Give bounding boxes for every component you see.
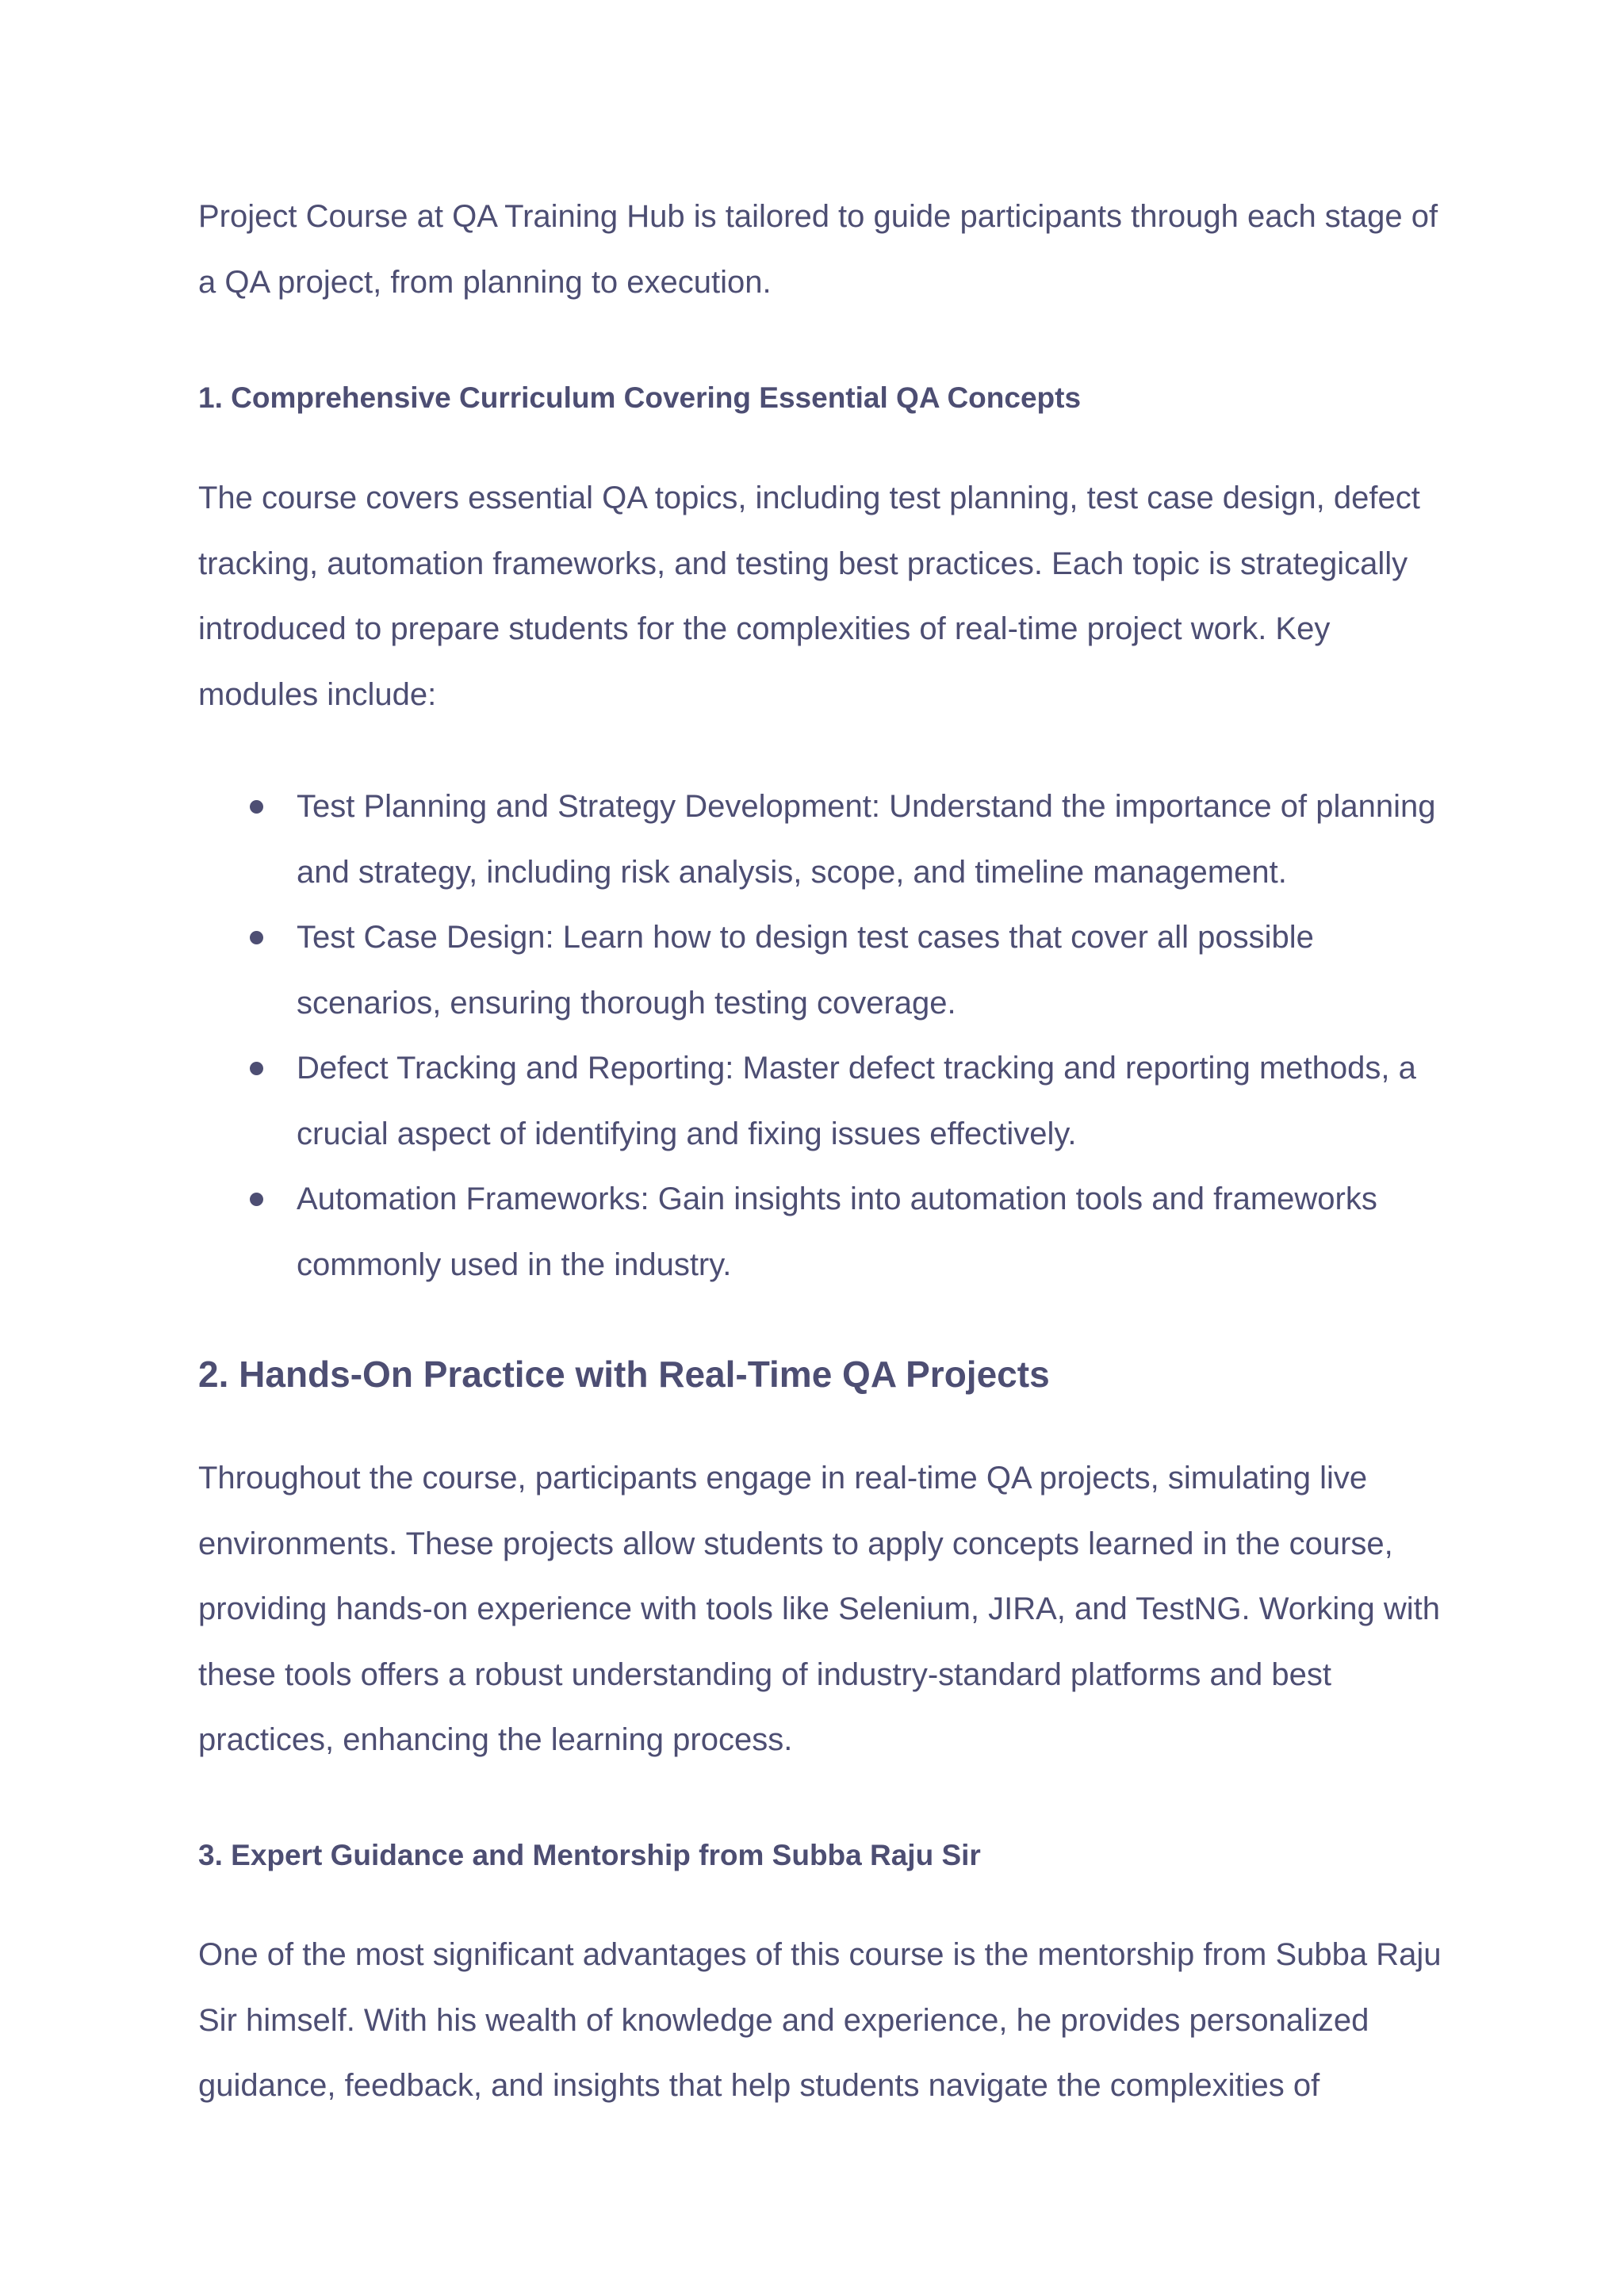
text-line: and strategy, including risk analysis, scope, and timeline management. [297, 854, 1287, 890]
text-line: Throughout the course, participants engage in real-time QA projects, simulating live [198, 1461, 1368, 1496]
section-3-heading: 3. Expert Guidance and Mentorship from Subba Raju Sir [198, 1839, 981, 1871]
text-line: Defect Tracking and Reporting: Master defect tracking and reporting methods, a [297, 1051, 1416, 1086]
text-line: modules include: [198, 676, 437, 712]
text-line: Project Course at QA Training Hub is tailored to guide participants through each stage of [198, 199, 1438, 234]
text-line: tracking, automation frameworks, and testing best practices. Each topic is strategically [198, 546, 1408, 581]
list-item [198, 1166, 1435, 1297]
text-line: One of the most significant advantages of this course is the mentorship from Subba Raju [198, 1937, 1442, 1972]
text-line: The course covers essential QA topics, including test planning, test case design, defect [198, 481, 1420, 515]
text-line: commonly used in the industry. [297, 1247, 732, 1282]
bullet-icon [250, 800, 263, 814]
text-line: guidance, feedback, and insights that help students navigate the complexities of [198, 2068, 1320, 2103]
bullet-icon [250, 1193, 263, 1206]
text-line: crucial aspect of identifying and fixing issues effectively. [297, 1116, 1077, 1151]
section-2-heading: 2. Hands-On Practice with Real-Time QA Projects [198, 1354, 1050, 1395]
list-item [198, 1036, 1435, 1166]
list-item [198, 774, 1435, 905]
bullet-icon [250, 931, 263, 944]
list-item [198, 905, 1435, 1036]
text-line: providing hands-on experience with tools like Selenium, JIRA, and TestNG. Working with [198, 1591, 1440, 1626]
text-line: a QA project, from planning to execution. [198, 264, 772, 300]
text-line: environments. These projects allow students to apply concepts learned in the course, [198, 1526, 1393, 1561]
text-line: Automation Frameworks: Gain insights into automation tools and frameworks [297, 1181, 1377, 1216]
intro-paragraph [198, 184, 1438, 315]
section-1-heading: 1. Comprehensive Curriculum Covering Essential QA Concepts [198, 381, 1082, 414]
text-line: practices, enhancing the learning process. [198, 1722, 793, 1757]
text-line: introduced to prepare students for the complexities of real-time project work. Key [198, 611, 1331, 646]
text-line: Test Planning and Strategy Development: Understand the importance of planning [297, 789, 1436, 824]
section-2-paragraph [198, 1446, 1440, 1773]
text-line: scenarios, ensuring thorough testing coverage. [297, 985, 956, 1021]
section-1-paragraph [198, 465, 1420, 727]
text-line: Sir himself. With his wealth of knowledge and experience, he provides personalized [198, 2002, 1369, 2038]
module-list [198, 774, 1435, 1297]
text-line: these tools offers a robust understanding of industry-standard platforms and best [198, 1656, 1331, 1692]
text-line: Test Case Design: Learn how to design test cases that cover all possible [297, 920, 1314, 955]
section-3-paragraph [198, 1922, 1442, 2119]
bullet-icon [250, 1062, 263, 1075]
